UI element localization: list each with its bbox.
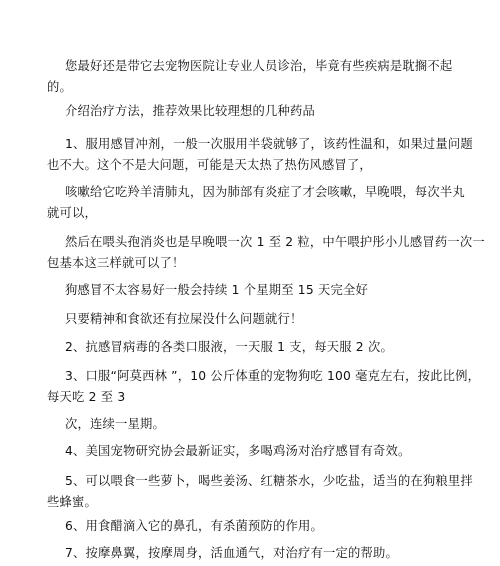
paragraph-line: 的。 bbox=[47, 80, 72, 94]
paragraph-line: 也不大。这个不是大问题，可能是天太热了热伤风感冒了， bbox=[47, 158, 372, 172]
paragraph-line: 包基本这三样就可以了！ bbox=[47, 256, 185, 270]
paragraph-line: 4、美国宠物研究协会最新证实，多喝鸡汤对治疗感冒有奇效。 bbox=[65, 444, 411, 458]
paragraph-line: 6、用食醋滴入它的鼻孔，有杀菌预防的作用。 bbox=[65, 519, 323, 533]
paragraph-line: 1、服用感冒冲剂，一般一次服用半袋就够了，该药性温和，如果过量问题 bbox=[65, 137, 473, 151]
paragraph-line: 次，连续一星期。 bbox=[65, 417, 165, 431]
paragraph-line: 些蜂蜜。 bbox=[47, 495, 97, 509]
paragraph-line: 咳嗽给它吃羚羊清肺丸，因为肺部有炎症了才会咳嗽，早晚喂，每次半丸 bbox=[65, 185, 465, 199]
paragraph-line: 2、抗感冒病毒的各类口服液，一天服 1 支，每天服 2 次。 bbox=[65, 340, 393, 354]
paragraph-line: 7、按摩鼻翼，按摩周身，活血通气，对治疗有一定的帮助。 bbox=[65, 546, 398, 560]
paragraph-line: 5、可以喂食一些萝卜，喝些姜汤、红糖茶水，少吃盐，适当的在狗粮里拌 bbox=[65, 474, 473, 488]
paragraph-line: 每天吃 2 至 3 bbox=[47, 390, 126, 404]
paragraph-line: 狗感冒不太容易好一般会持续 1 个星期至 15 天完全好 bbox=[65, 283, 368, 297]
paragraph-line: 只要精神和食欲还有拉屎没什么问题就行！ bbox=[65, 312, 303, 326]
paragraph-line: 介绍治疗方法，推荐效果比较理想的几种药品 bbox=[65, 104, 315, 118]
paragraph-line: 然后在喂头孢消炎也是早晚喂一次 1 至 2 粒，中午喂护彤小儿感冒药一次一 bbox=[65, 235, 485, 249]
paragraph-line: 您最好还是带它去宠物医院让专业人员诊治，毕竟有些疾病是耽搁不起 bbox=[65, 59, 453, 73]
paragraph-line: 3、口服“阿莫西林 ”，10 公斤体重的宠物狗吃 100 毫克左右，按此比例， bbox=[65, 369, 481, 383]
paragraph-line: 就可以， bbox=[47, 206, 97, 220]
